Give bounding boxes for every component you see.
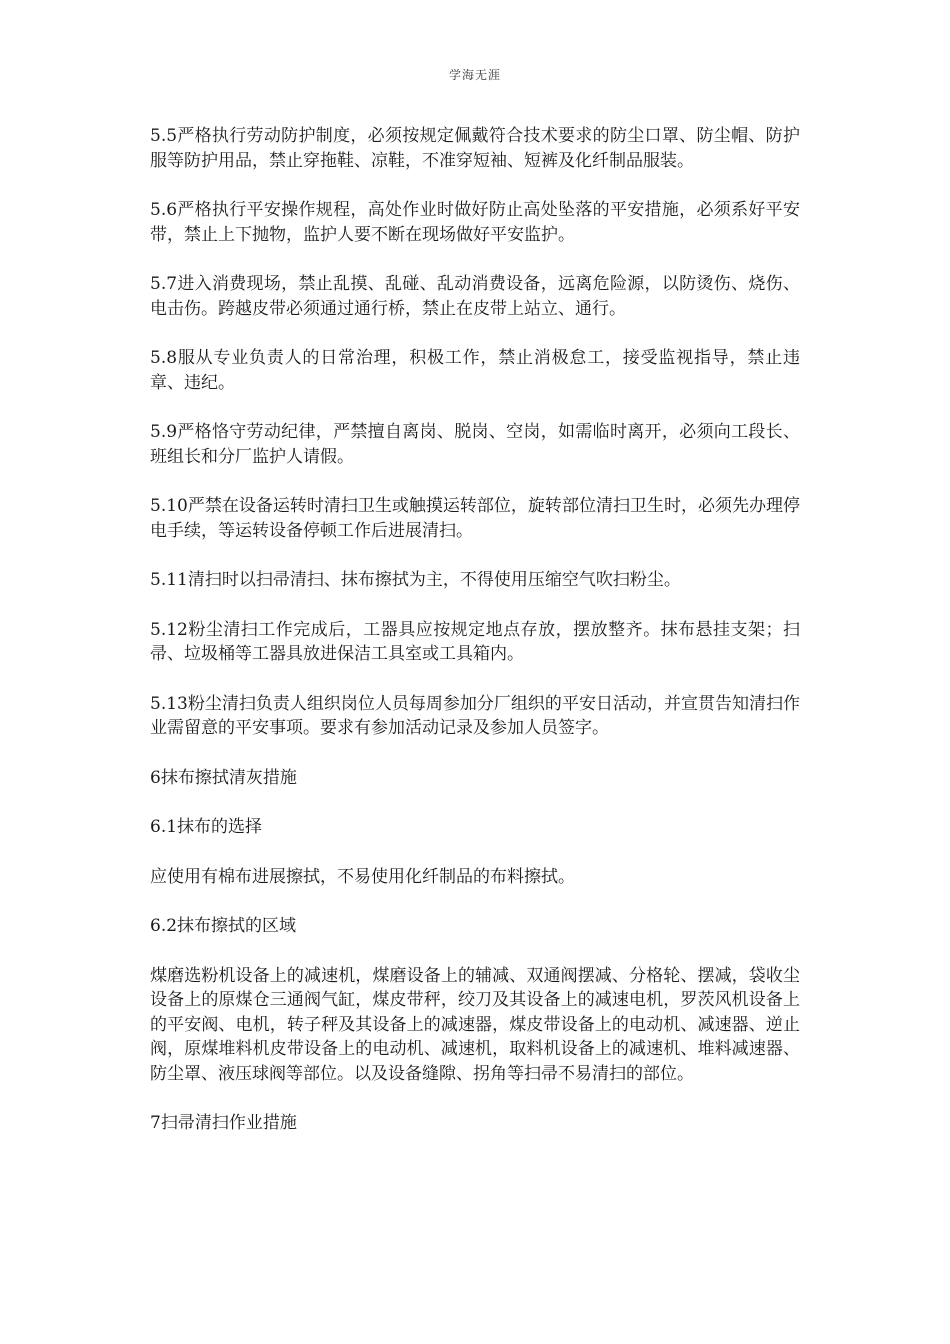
paragraph-5-13: 5.13粉尘清扫负责人组织岗位人员每周参加分厂组织的平安日活动，并宣贯告知清扫作业需留意的平安事项。要求有参加活动记录及参加人员签字。: [150, 693, 800, 738]
section-heading-7: 7扫帚清扫作业措施: [150, 1113, 297, 1133]
paragraph-5-12: 5.12粉尘清扫工作完成后，工器具应按规定地点存放，摆放整齐。抹布悬挂支架；扫帚、垃圾桶等工器具放进保洁工具室或工具箱内。: [150, 619, 800, 664]
paragraph-5-9: 5.9严格恪守劳动纪律，严禁擅自离岗、脱岗、空岗，如需临时离开，必须向工段长、班组长和分厂监护人请假。: [150, 422, 800, 467]
paragraph-5-8: 5.8服从专业负责人的日常治理，积极工作，禁止消极怠工，接受监视指导，禁止违章、违纪。: [150, 348, 800, 393]
subsection-heading-6-1: 6.1抹布的选择: [150, 817, 263, 837]
paragraph-5-11: 5.11清扫时以扫帚清扫、抹布擦拭为主，不得使用压缩空气吹扫粉尘。: [150, 570, 681, 590]
paragraph-5-10: 5.10严禁在设备运转时清扫卫生或触摸运转部位，旋转部位清扫卫生时，必须先办理停电手续，等运转设备停顿工作后进展清扫。: [150, 496, 800, 541]
subsection-heading-6-2: 6.2抹布擦拭的区域: [150, 916, 297, 936]
paragraph-5-7: 5.7进入消费现场，禁止乱摸、乱碰、乱动消费设备，远离危险源，以防烫伤、烧伤、电击伤。跨越皮带必须通过通行桥，禁止在皮带上站立、通行。: [150, 274, 800, 319]
page-header: 学海无涯: [448, 68, 501, 82]
document-body: [150, 124, 800, 1161]
paragraph-6-2-body: 煤磨选粉机设备上的减速机，煤磨设备上的辅减、双通阀摆减、分格轮、摆减，袋收尘设备上的原煤仓三通阀气缸，煤皮带秤，绞刀及其设备上的减速电机，罗茨风机设备上的平安阀、电机，转子秤及其设备上的减速器，煤皮带设备上的电动机、减速器、逆止阀，原煤堆料机皮带设备上的电动机、减速机，取料机设备上的减速机、堆料减速器、防尘罩、液压球阀等部位。以及设备缝隙、拐角等扫帚不易清扫的部位。: [150, 965, 800, 1084]
section-heading-6: 6抹布擦拭清灰措施: [150, 767, 297, 788]
paragraph-6-1-body: 应使用有棉布进展擦拭，不易使用化纤制品的布料擦拭。: [150, 866, 575, 887]
paragraph-5-5: 5.5严格执行劳动防护制度，必须按规定佩戴符合技术要求的防尘口罩、防尘帽、防护服等防护用品，禁止穿拖鞋、凉鞋，不准穿短袖、短裤及化纤制品服装。: [150, 126, 800, 171]
paragraph-5-6: 5.6严格执行平安操作规程，高处作业时做好防止高处坠落的平安措施，必须系好平安带，禁止上下抛物，监护人要不断在现场做好平安监护。: [150, 200, 800, 245]
